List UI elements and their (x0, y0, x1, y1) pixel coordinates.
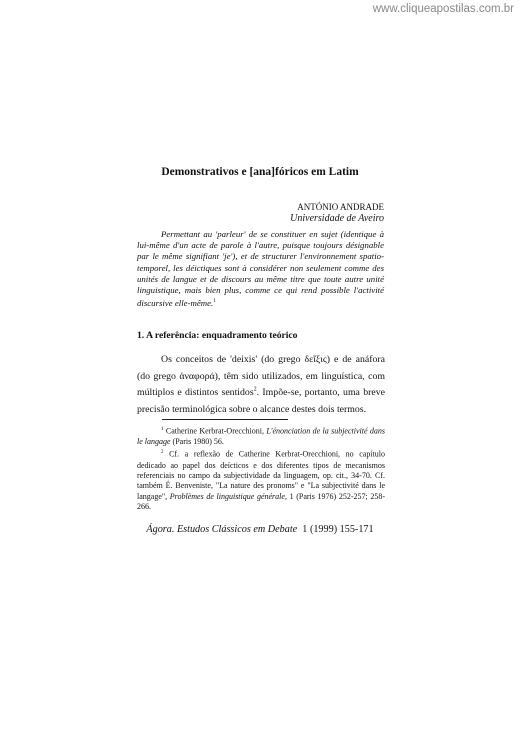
footnote-text: Cf. a reflexão de Catherine Kerbrat-Orecchioni, no capítulo dedicado ao papel dos deícticos e dos diferentes tipos de mecanismos referenciais no campo da subjectividade da linguagem, op. cit., 34-70. Cf. também É. Benveniste, "La nature des pronoms" e "La subjectivité dans le langage", (137, 450, 385, 501)
section-heading: 1. A referência: enquadramento teórico (137, 330, 298, 341)
epigraph-text: Permettant au 'parleur' de se constituer en sujet (identique à lui-même d'un acte de parole à l'autre, puisque toujours désignable par le même signifiant 'je'), et de structurer l'environnement spatio-temporel, les déictiques sont à considérer non seulement comme des unités de langue et de discours au même titre que toute autre unité linguistique, mais bien plus, comme ce qui rend possible l'activité discursive elle-même. (137, 229, 384, 309)
footnote-ref-2: 2 (253, 386, 257, 393)
author-affiliation: Universidade de Aveiro (290, 213, 384, 224)
paragraph-text-part1: Os conceitos de 'deixis' (do grego δεῖξις) e de anáfora (do grego ἀναφορά), têm sido utilizados, em linguística, com múltiplos e distintos sentidos (137, 354, 385, 399)
body-paragraph (137, 352, 385, 418)
journal-citation (0, 524, 520, 535)
footnote-1 (137, 425, 385, 447)
footnote-ref-1: 1 (213, 298, 216, 305)
footnote-text: Catherine Kerbrat-Orecchioni, (165, 426, 267, 436)
footnote-text-end: , 1 (Paris 1976) 252-257; 258-266. (137, 491, 386, 512)
article-title: Demonstrativos e [ana]fóricos em Latim (161, 166, 359, 178)
watermark: www.cliqueapostilas.com.br (372, 3, 514, 15)
journal-name: Ágora. Estudos Clássicos em Debate (146, 524, 298, 535)
footnote-2 (137, 448, 385, 512)
footnote-title: Problèmes de linguistique générale (169, 491, 285, 501)
footnote-separator (162, 419, 288, 420)
footnote-number: 2 (161, 450, 164, 456)
footnote-text-end: (Paris 1980) 56. (170, 437, 224, 447)
footnotes (137, 425, 385, 514)
epigraph (137, 229, 384, 309)
author-name: ANTÓNIO ANDRADE (297, 202, 384, 212)
footnote-title: L'énonciation de la subjectivité dans le langage (137, 426, 385, 447)
journal-issue: 1 (1999) 155-171 (302, 524, 374, 535)
footnote-number: 1 (161, 427, 164, 432)
paragraph-text-part2: . Impõe-se, portanto, uma breve precisão terminológica sobre o alcance destes dois termos. (137, 387, 385, 415)
